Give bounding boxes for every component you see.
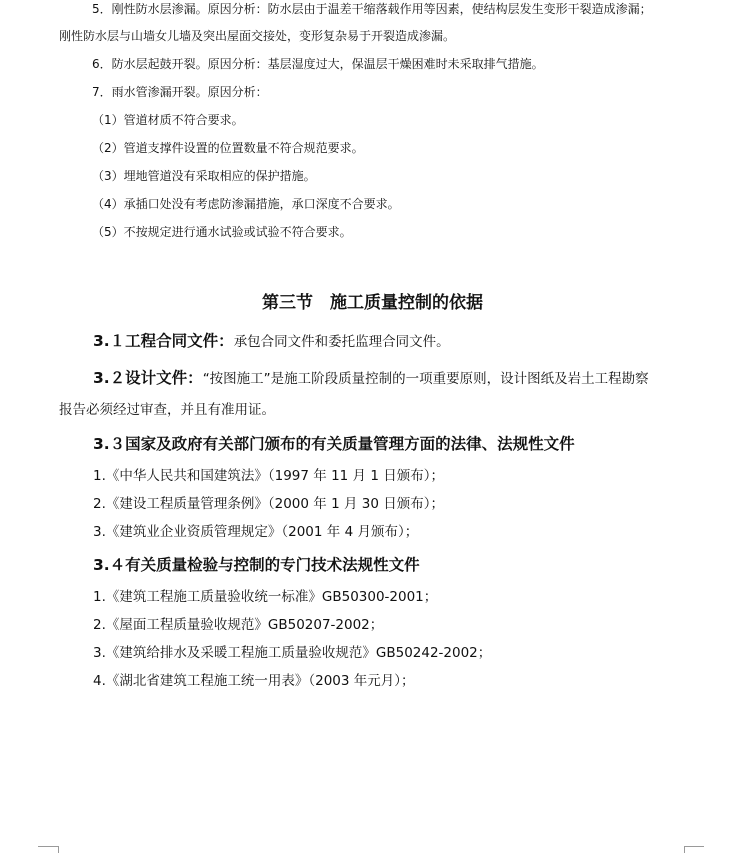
crop-mark-left-vertical [58, 846, 59, 853]
s34-item-2: 2.《屋面工程质量验收规范》GB50207-2002； [93, 617, 384, 633]
s32-label: 3.２设计文件： [93, 369, 203, 387]
analysis-subitem-1: （1）管道材质不符合要求。 [92, 113, 244, 127]
s31-paragraph [93, 332, 450, 351]
s33-heading: 3.３国家及政府有关部门颁布的有关质量管理方面的法律、法规性文件 [93, 435, 575, 453]
section-title: 第三节 施工质量控制的依据 [262, 293, 483, 313]
s31-text: 承包合同文件和委托监理合同文件。 [233, 334, 450, 350]
s34-item-3: 3.《建筑给排水及采暖工程施工质量验收规范》GB50242-2002； [93, 645, 492, 661]
s32-text-cont: 报告必须经过审查，并且有准用证。 [59, 402, 275, 418]
s32-text: “按图施工”是施工阶段质量控制的一项重要原则，设计图纸及岩土工程勘察 [202, 371, 649, 387]
analysis-subitem-5: （5）不按规定进行通水试验或试验不符合要求。 [92, 225, 352, 239]
crop-mark-right-vertical [684, 846, 685, 853]
s34-item-1: 1.《建筑工程施工质量验收统一标准》GB50300-2001； [93, 589, 438, 605]
s33-item-2: 2.《建设工程质量管理条例》（2000 年 1 月 30 日颁布）； [93, 496, 444, 512]
crop-mark-left-horizontal [38, 846, 58, 847]
s32-paragraph [93, 369, 649, 388]
s33-item-3: 3.《建筑业企业资质管理规定》（2001 年 4 月颁布）； [93, 524, 419, 540]
analysis-item-7: 7．雨水管渗漏开裂。原因分析： [92, 85, 268, 99]
s34-item-4: 4.《湖北省建筑工程施工统一用表》（2003 年元月）； [93, 673, 415, 689]
analysis-subitem-2: （2）管道支撑件设置的位置数量不符合规范要求。 [92, 141, 364, 155]
analysis-item-6: 6．防水层起鼓开裂。原因分析：基层湿度过大，保温层干燥困难时未采取排气措施。 [92, 57, 544, 71]
analysis-subitem-3: （3）埋地管道没有采取相应的保护措施。 [92, 169, 316, 183]
s34-heading: 3.４有关质量检验与控制的专门技术法规性文件 [93, 556, 420, 574]
analysis-subitem-4: （4）承插口处没有考虑防渗漏措施，承口深度不合要求。 [92, 197, 400, 211]
analysis-item-5-cont: 刚性防水层与山墙女儿墙及突出屋面交接处，变形复杂易于开裂造成渗漏。 [59, 29, 456, 43]
analysis-item-5: 5．刚性防水层渗漏。原因分析：防水层由于温差干缩落载作用等因素，使结构层发生变形干裂造成渗漏； [92, 2, 652, 16]
s33-item-1: 1.《中华人民共和国建筑法》（1997 年 11 月 1 日颁布）； [93, 468, 444, 484]
crop-mark-right-horizontal [684, 846, 704, 847]
s31-label: 3.１工程合同文件： [93, 332, 234, 350]
